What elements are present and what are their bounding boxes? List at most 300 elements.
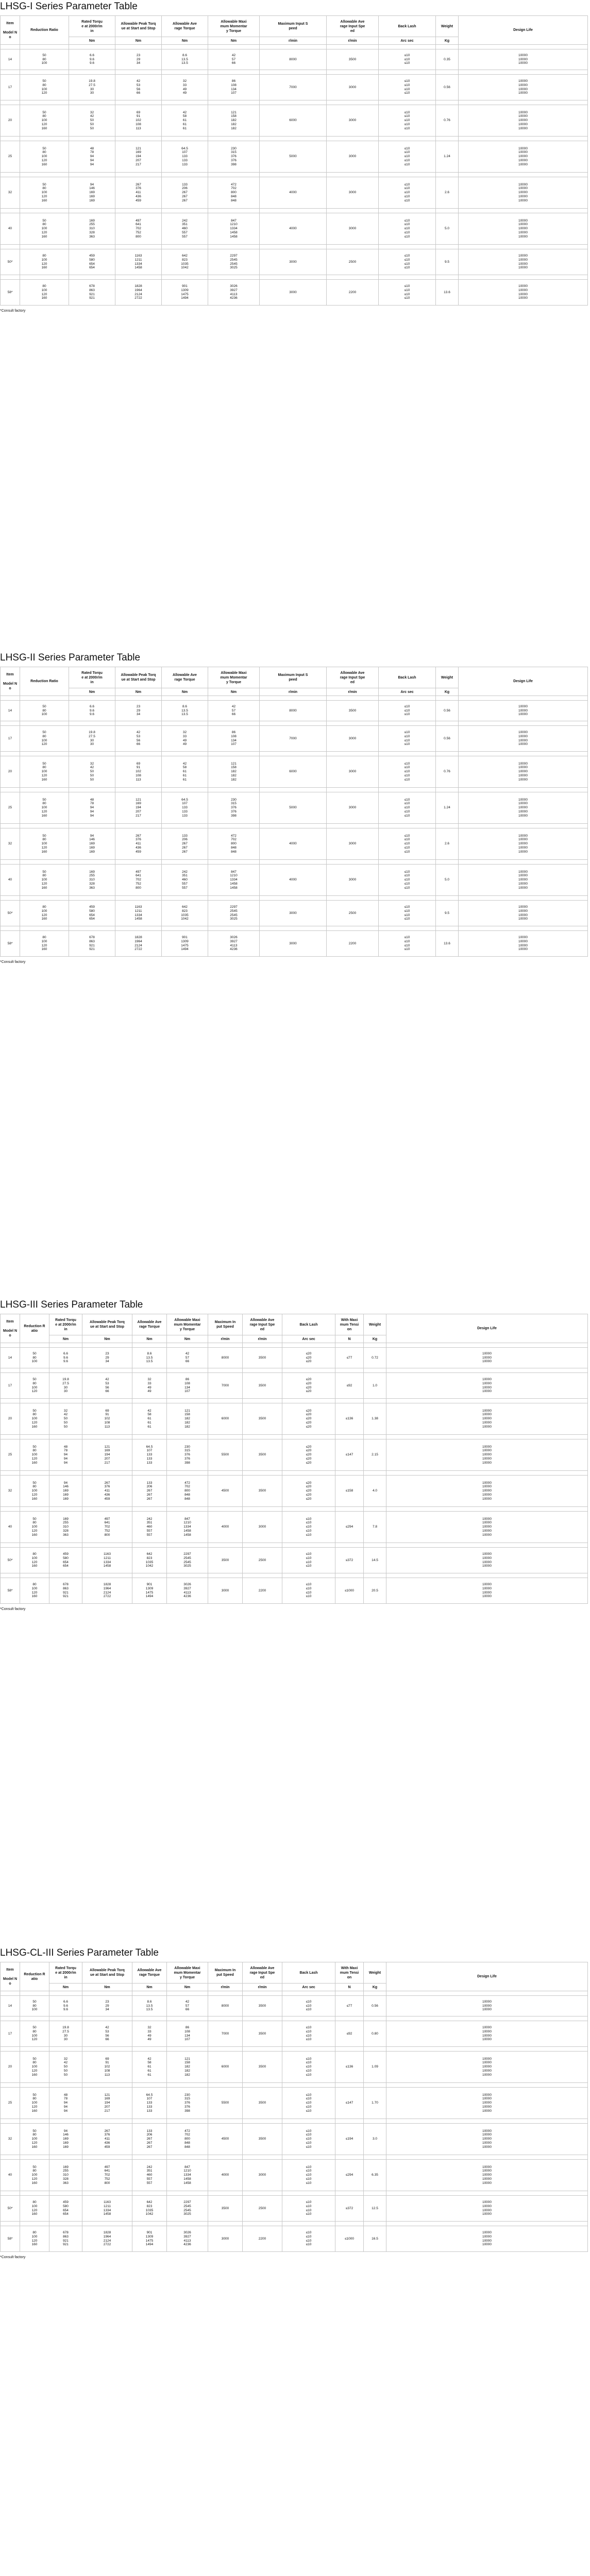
cell-line: 10000 (482, 2029, 492, 2033)
spacer-row (1, 721, 588, 726)
cell-lines (163, 905, 207, 921)
cell-backlash (379, 249, 436, 275)
cell-line: 160 (41, 162, 47, 166)
cell-line: 50 (32, 2025, 37, 2029)
cell-line: 10000 (482, 1456, 492, 1461)
cell-line: 64.5 (181, 798, 188, 802)
cell-line: 86 (185, 1377, 190, 1381)
cell-line: 133 (146, 2101, 153, 2105)
cell-lines (21, 1378, 48, 1394)
cell-line: ≤10 (306, 2097, 312, 2101)
blank-cell (1, 1399, 20, 1403)
cell-line: 10000 (518, 734, 528, 738)
cell-line: 3026 (230, 935, 238, 939)
cell-rated (69, 701, 115, 721)
cell-peak (82, 1439, 132, 1471)
cell-line: 100 (41, 258, 47, 262)
cell-line: 1309 (181, 288, 189, 292)
blank-cell (364, 2016, 386, 2021)
cell-maxspd: 4000 (260, 213, 327, 245)
cell-line: 49 (182, 738, 187, 742)
cell-line: 460 (146, 1525, 153, 1529)
cell-maxspd: 7000 (208, 2021, 243, 2047)
cell-line: 10000 (482, 2243, 492, 2247)
cell-line: 1458 (183, 1533, 191, 1537)
cell-line: 3927 (183, 1586, 191, 1590)
cell-line: 10000 (518, 126, 528, 130)
model-row (1, 792, 588, 824)
cell-line: 10000 (482, 1409, 492, 1413)
cell-line: 10000 (482, 2212, 492, 2216)
cell-line: ≤10 (404, 79, 410, 83)
cell-line: 160 (31, 2109, 38, 2113)
blank-cell (162, 275, 208, 280)
model-row (1, 701, 588, 721)
cell-line: 121 (104, 1445, 110, 1449)
cell-lines (163, 762, 207, 782)
blank-cell (335, 2155, 364, 2160)
parameter-table (0, 1314, 588, 1604)
cell-line: 1163 (134, 253, 142, 258)
cell-line: 10000 (518, 61, 528, 65)
cell-line: ≤10 (306, 2177, 312, 2181)
cell-line: 169 (89, 194, 95, 198)
cell-life (386, 2196, 588, 2222)
cell-line: 823 (182, 258, 188, 262)
spacer-row (1, 1471, 588, 1476)
cell-line: ≤10 (404, 766, 410, 770)
cell-line: 160 (31, 2181, 38, 2185)
cell-line: 10000 (482, 1552, 492, 1556)
cell-line: 654 (89, 262, 95, 266)
cell-backlash (379, 49, 436, 70)
cell-mom (167, 2052, 208, 2083)
cell-lines (387, 2093, 586, 2113)
cell-line: ≤10 (306, 1586, 312, 1590)
model-row (1, 2160, 588, 2191)
blank-cell (459, 926, 588, 931)
cell-line: 267 (182, 850, 188, 854)
cell-line: ≤10 (306, 2025, 312, 2029)
cell-rated (69, 105, 115, 137)
cell-line: 10000 (518, 83, 528, 87)
cell-lines (163, 254, 207, 270)
cell-line: 10000 (518, 296, 528, 300)
cell-line: 158 (231, 766, 237, 770)
cell-rated (49, 2196, 82, 2222)
cell-line: 80 (42, 57, 46, 61)
cell-lines (209, 147, 258, 167)
cell-line: 10000 (482, 1417, 492, 1421)
cell-peak (82, 1348, 132, 1368)
blank-cell (364, 1573, 386, 1578)
cell-line: 80 (42, 708, 46, 713)
blank-cell (208, 1573, 243, 1578)
blank-cell (260, 824, 327, 828)
cell-life (459, 213, 588, 245)
cell-line: 800 (136, 234, 141, 239)
cell-line: 182 (184, 1417, 190, 1421)
spacer-row (1, 926, 588, 931)
cell-lines (163, 219, 207, 239)
cell-lines (380, 147, 434, 167)
cell-line: 42 (63, 1413, 68, 1417)
cell-line: 100 (41, 227, 47, 231)
cell-life (386, 1578, 588, 1604)
cell-line: ≤10 (404, 158, 410, 162)
cell-line: 94 (90, 809, 94, 814)
cell-ratio (20, 901, 69, 926)
cell-ratio (20, 2196, 49, 2222)
blank-cell (327, 896, 379, 901)
cell-life (459, 901, 588, 926)
blank-cell (1, 2155, 20, 2160)
cell-line: 255 (89, 223, 95, 227)
cell-peak (115, 249, 162, 275)
cell-rated (49, 1578, 82, 1604)
model-number: 50* (1, 901, 20, 926)
cell-line: 207 (136, 809, 141, 814)
cell-line: ≤10 (404, 122, 410, 126)
cell-line: 267 (182, 191, 188, 195)
cell-ratio (20, 2124, 49, 2155)
cell-rated (69, 49, 115, 70)
cell-life (386, 1476, 588, 1507)
blank-cell (115, 788, 162, 792)
cell-line: 459 (89, 253, 95, 258)
blank-cell (132, 1573, 167, 1578)
cell-lines (133, 2129, 165, 2149)
header-tension: With Maxi mum Tensi on (335, 1314, 364, 1335)
cell-line: ≤20 (306, 1489, 312, 1493)
cell-line: 10000 (482, 1489, 492, 1493)
cell-lines (387, 2231, 586, 2247)
cell-lines (50, 1409, 81, 1429)
cell-line: 702 (136, 227, 141, 231)
cell-weight: 0.56 (436, 726, 459, 752)
header-mom: Allowable Maxi mum Momentar y Torque (167, 1962, 208, 1984)
cell-line: 10000 (518, 155, 528, 159)
blank-cell (82, 2222, 132, 2226)
cell-rated (49, 2160, 82, 2191)
blank-cell (162, 896, 208, 901)
cell-line: ≤10 (404, 146, 410, 150)
cell-weight: 1.24 (436, 141, 459, 173)
cell-lines (70, 731, 114, 747)
cell-tension: ≤92 (335, 2021, 364, 2047)
cell-line: 120 (31, 2177, 38, 2181)
model-number: 40 (1, 2160, 20, 2191)
cell-line: 50 (42, 704, 46, 708)
header-life: Design Life (459, 16, 588, 45)
cell-maxspd: 7000 (260, 75, 327, 100)
cell-line: 50 (32, 2057, 37, 2061)
cell-lines (380, 111, 434, 131)
blank-cell (459, 45, 588, 49)
unit-maxspd: r/min (208, 1984, 243, 1991)
cell-peak (82, 2160, 132, 2191)
cell-line: 557 (146, 2181, 153, 2185)
cell-line: 10000 (518, 288, 528, 292)
cell-line: 80 (42, 83, 46, 87)
cell-line: 863 (63, 1586, 69, 1590)
cell-line: 120 (41, 809, 47, 814)
cell-line: 78 (90, 802, 94, 806)
cell-lines (50, 1445, 81, 1465)
cell-ratio (20, 2088, 49, 2119)
cell-line: 80 (32, 1381, 37, 1385)
blank-cell (364, 1435, 386, 1439)
cell-line: ≤10 (404, 234, 410, 239)
cell-line: 100 (41, 155, 47, 159)
cell-lines (283, 1352, 334, 1364)
blank-cell (436, 752, 459, 756)
cell-line: 10000 (518, 905, 528, 909)
cell-line: 91 (105, 1413, 109, 1417)
cell-line: 57 (185, 2004, 190, 2008)
cell-lines (163, 183, 207, 203)
blank-cell (167, 2222, 208, 2226)
cell-line: 1458 (134, 917, 142, 921)
cell-line: 182 (184, 1420, 190, 1425)
header-backlash: Back Lash (282, 1314, 335, 1335)
model-row (1, 1548, 588, 1573)
cell-line: 654 (63, 1560, 69, 1564)
cell-line: 10000 (518, 91, 528, 95)
cell-lines (50, 2026, 81, 2042)
cell-lines (380, 834, 434, 854)
blank-cell (282, 1991, 335, 1996)
cell-peak (115, 792, 162, 824)
cell-avg (132, 1578, 167, 1604)
cell-line: 557 (182, 886, 188, 890)
cell-line: 10000 (518, 738, 528, 742)
series-section-0 (0, 0, 590, 313)
cell-lines (209, 870, 258, 890)
cell-line: ≤10 (306, 2243, 312, 2247)
cell-line: 1035 (145, 2208, 154, 2212)
model-row (1, 865, 588, 896)
cell-line: 1494 (145, 2243, 154, 2247)
spacer-row (1, 1368, 588, 1373)
cell-line: 32 (147, 2025, 151, 2029)
cell-maxspd: 3000 (260, 249, 327, 275)
cell-line: 2124 (103, 2239, 111, 2243)
model-row (1, 1403, 588, 1435)
cell-lines (70, 219, 114, 239)
blank-cell (386, 1368, 588, 1373)
blank-cell (167, 1471, 208, 1476)
cell-line: 80 (32, 2230, 37, 2234)
cell-line: 2545 (230, 258, 238, 262)
cell-maxspd: 8000 (208, 1348, 243, 1368)
cell-backlash (379, 756, 436, 788)
cell-line: 50 (42, 798, 46, 802)
cell-line: 10000 (482, 1497, 492, 1501)
cell-line: 1964 (134, 939, 142, 943)
cell-ratio (20, 726, 69, 752)
cell-lines (163, 705, 207, 717)
cell-lines (168, 1583, 207, 1599)
cell-line: ≤10 (306, 2069, 312, 2073)
cell-line: 847 (231, 218, 237, 223)
cell-lines (209, 54, 258, 65)
cell-weight: 16.5 (364, 2226, 386, 2252)
cell-line: 2297 (230, 253, 238, 258)
cell-line: 10000 (482, 1521, 492, 1525)
cell-lines (21, 111, 68, 131)
cell-line: 848 (184, 1493, 190, 1497)
cell-line: ≤10 (404, 947, 410, 952)
cell-line: 230 (231, 146, 237, 150)
spacer-row (1, 696, 588, 701)
cell-lines (21, 936, 68, 952)
cell-weight: 0.56 (436, 701, 459, 721)
blank-cell (379, 100, 436, 105)
cell-lines (168, 2200, 207, 2216)
cell-line: 800 (104, 2181, 110, 2185)
blank-cell (115, 752, 162, 756)
cell-ratio (20, 249, 69, 275)
cell-line: 10000 (518, 708, 528, 713)
blank-cell (260, 100, 327, 105)
cell-line: ≤10 (306, 1521, 312, 1525)
cell-line: ≤10 (404, 296, 410, 300)
cell-avgspd: 3500 (243, 2052, 282, 2083)
cell-line: 10000 (518, 770, 528, 774)
blank-cell (82, 1573, 132, 1578)
cell-line: 133 (182, 806, 188, 810)
cell-line: ≤10 (404, 850, 410, 854)
model-number: 20 (1, 2052, 20, 2083)
cell-line: 267 (146, 1497, 153, 1501)
cell-lines (70, 870, 114, 890)
blank-cell (1, 173, 20, 177)
blank-cell (167, 2047, 208, 2052)
blank-cell (335, 1435, 364, 1439)
blank-cell (167, 1507, 208, 1512)
blank-cell (208, 2016, 243, 2021)
cell-line: 160 (41, 126, 47, 130)
cell-line: 4236 (230, 296, 238, 300)
cell-avg (162, 105, 208, 137)
model-number: 50* (1, 2196, 20, 2222)
cell-line: 29 (136, 708, 141, 713)
cell-mom (167, 1548, 208, 1573)
cell-rated (69, 726, 115, 752)
blank-cell (69, 824, 115, 828)
cell-peak (82, 1512, 132, 1543)
cell-line: ≤10 (306, 2038, 312, 2042)
cell-line: ≤20 (306, 1381, 312, 1385)
header-mom: Allowable Maxi mum Momentar y Torque (208, 16, 260, 37)
blank-cell (115, 173, 162, 177)
cell-maxspd: 3500 (208, 2196, 243, 2222)
blank-cell (364, 1471, 386, 1476)
cell-line: 49 (182, 742, 187, 747)
cell-line: 29 (136, 57, 141, 61)
cell-line: 50 (32, 1409, 37, 1413)
cell-weight: 2.6 (436, 177, 459, 209)
cell-avg (132, 1548, 167, 1573)
cell-line: ≤10 (404, 870, 410, 874)
cell-line: 678 (63, 1582, 69, 1586)
cell-avg (132, 1373, 167, 1399)
blank-cell (1, 1343, 20, 1348)
spacer-row (1, 752, 588, 756)
cell-line: 267 (182, 194, 188, 198)
cell-lines (133, 1378, 165, 1394)
cell-line: ≤20 (306, 1497, 312, 1501)
blank-cell (260, 209, 327, 213)
blank-cell (208, 1471, 243, 1476)
cell-line: 847 (184, 2165, 190, 2169)
cell-avgspd: 3500 (243, 1373, 282, 1399)
cell-line: 91 (136, 766, 141, 770)
cell-line: 80 (32, 1552, 37, 1556)
cell-line: 3025 (183, 2212, 191, 2216)
cell-line: ≤10 (404, 218, 410, 223)
blank-cell (436, 788, 459, 792)
cell-lines (283, 2165, 334, 2185)
blank-cell (459, 100, 588, 105)
cell-line: 823 (146, 1556, 153, 1560)
cell-line: 8.6 (147, 1351, 152, 1355)
cell-line: 50 (32, 1999, 37, 2004)
cell-line: 42 (136, 730, 141, 734)
blank-cell (115, 209, 162, 213)
cell-line: 80 (32, 2061, 37, 2065)
cell-line: 107 (182, 150, 188, 155)
cell-line: 10000 (518, 57, 528, 61)
cell-line: 2545 (230, 913, 238, 917)
cell-ratio (20, 1373, 49, 1399)
blank-cell (20, 2191, 49, 2196)
cell-line: 100 (31, 1417, 38, 1421)
cell-line: 1042 (145, 2212, 154, 2216)
blank-cell (162, 788, 208, 792)
spacer-row (1, 2222, 588, 2226)
cell-avgspd: 3500 (243, 1348, 282, 1368)
spacer-row (1, 209, 588, 213)
cell-line: 10000 (482, 1564, 492, 1568)
cell-line: ≤10 (404, 704, 410, 708)
cell-line: 169 (104, 2097, 110, 2101)
cell-line: 10000 (482, 2025, 492, 2029)
cell-line: 800 (136, 886, 141, 890)
cell-line: 13.5 (146, 2008, 153, 2012)
cell-line: ≤10 (306, 1999, 312, 2004)
cell-maxspd: 3000 (208, 1578, 243, 1604)
cell-line: ≤20 (306, 1456, 312, 1461)
header-ratio: Reduction Ratio (20, 16, 69, 45)
cell-lines (21, 254, 68, 270)
blank-cell (20, 2083, 49, 2088)
cell-line: 160 (31, 1564, 38, 1568)
cell-line: 42 (182, 110, 187, 114)
blank-cell (436, 245, 459, 249)
blank-cell (1, 275, 20, 280)
model-number: 14 (1, 1996, 20, 2016)
cell-line: 121 (136, 798, 141, 802)
cell-line: 50 (42, 110, 46, 114)
blank-cell (327, 137, 379, 141)
blank-cell (1, 2119, 20, 2124)
cell-line: 61 (182, 773, 187, 777)
blank-cell (132, 2016, 167, 2021)
unit-avgspd: r/min (327, 37, 379, 45)
blank-cell (335, 1507, 364, 1512)
